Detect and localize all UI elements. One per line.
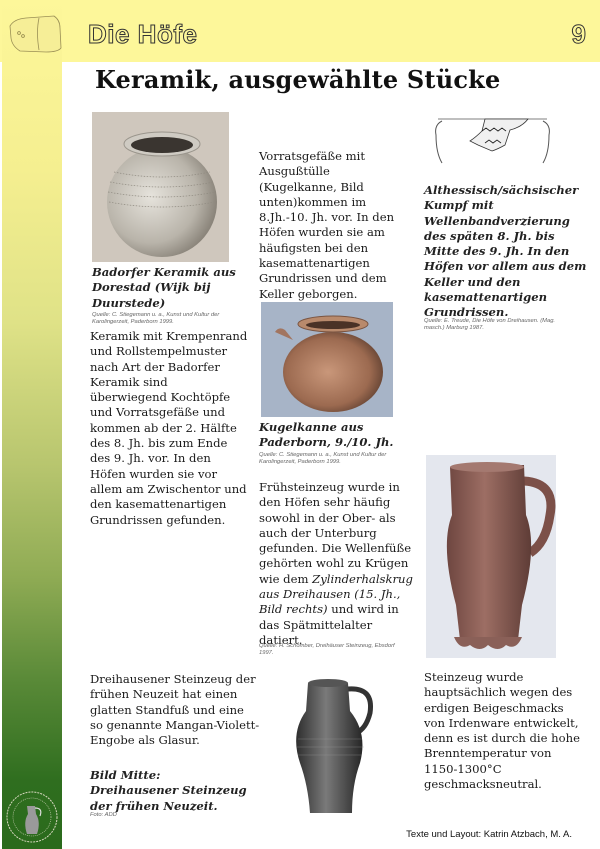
badorfer-pot-photo: [92, 112, 229, 262]
badorfer-text: Keramik mit Krempenrand und Rollstempelmuster nach Art der Badorfer Keramik sind überwiegend Kochtöpfe und Vorratsgefäße und kommen ab der 2. Hälfte des 8. Jh. bis zum Ende des 9. Jh. vor. In den Höfen wurden sie vor allem am Zwischentor und den kasemattenartigen Grundrissen gefunden.: [90, 329, 248, 527]
section-title: Die Höfe: [88, 19, 198, 49]
kumpf-source: Quelle: E. Treude, Die Höfe von Dreihausen. (Mag. masch.) Marburg 1987.: [424, 318, 556, 332]
dreihausen-text: Dreihausener Steinzeug der frühen Neuzeit hat einen glatten Standfuß und eine so genannte Mangan-Violett-Engobe als Glasur.: [90, 672, 260, 748]
badorfer-source: Quelle: C. Stiegemann u. a., Kunst und Kultur der Karolingerzeit, Paderborn 1999.: [92, 312, 220, 326]
dreihausen-source: Foto: ADD: [90, 812, 117, 818]
fruehsteinzeug-text: [259, 480, 415, 648]
kugelkanne-photo: [261, 302, 393, 417]
kugelkanne-intro: Vorratsgefäße mit Ausgußtülle (Kugelkanne, Bild unten)kommen im 8.Jh.-10. Jh. vor. In den Höfen wurden sie am häufigsten bei den kasemattenartigen Grundrissen und dem Keller geborgen.: [259, 149, 395, 301]
jug-seal-logo: [3, 788, 61, 846]
kumpf-drawing: [430, 115, 555, 165]
sidebar-gradient: [2, 0, 62, 849]
fruehsteinzeug-text-italic: Zylinderhalskrug aus Dreihausen (15. Jh., Bild rechts): [259, 571, 413, 617]
fruehsteinzeug-text-b: und wird in das Spätmittelalter datiert.: [259, 602, 399, 647]
fruehsteinzeug-text-a: Frühsteinzeug wurde in den Höfen sehr häufig sowohl in der Ober- als auch der Unterburg gefunden. Die Wellenfüße gehörten wohl zu Krügen wie dem: [259, 480, 412, 586]
zylinderhalskrug-photo: [426, 455, 556, 658]
dreihausen-jug-photo: [278, 673, 378, 823]
page-title: Keramik, ausgewählte Stücke: [95, 65, 501, 94]
page-number: 9: [571, 19, 586, 49]
steinzeug-text: Steinzeug wurde hauptsächlich wegen des erdigen Beigeschmacks von Irdenware entwickelt, denn es ist durch die hohe Brenntemperatur von 1150-1300°C geschmacksneutral.: [424, 670, 580, 792]
fruehsteinzeug-source: Quelle: H. Schomber, Dreihäuser Steinzeug, Ebsdorf 1997.: [259, 643, 395, 657]
kugelkanne-caption: Kugelkanne aus Paderborn, 9./10. Jh.: [259, 420, 394, 450]
credit-line: Texte und Layout: Katrin Atzbach, M. A.: [406, 829, 572, 840]
kugelkanne-source: Quelle: C. Stiegemann u. a., Kunst und Kultur der Karolingerzeit, Paderborn 1999.: [259, 452, 387, 466]
dreihausen-caption: Bild Mitte: Dreihausener Steinzeug der frühen Neuzeit.: [90, 768, 247, 813]
stone-sketch-icon: [6, 10, 62, 56]
kumpf-caption: Althessisch/sächsischer Kumpf mit Wellenbandverzierung des späten 8. Jh. bis Mitte des 9. Jh. In den Höfen vor allem aus dem Keller und den kasemattenartigen Grundrissen.: [424, 183, 587, 320]
badorfer-caption: Badorfer Keramik aus Dorestad (Wijk bij Duurstede): [92, 265, 236, 310]
